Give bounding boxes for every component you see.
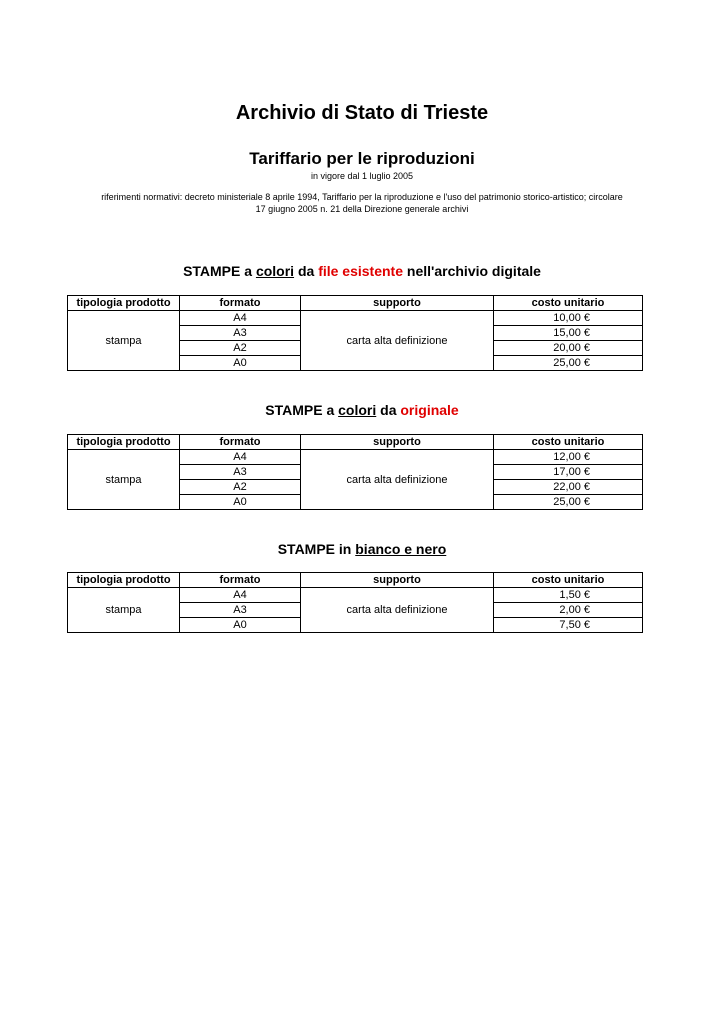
underlined-bianco-e-nero: bianco e nero — [355, 541, 447, 557]
header-supporto: supporto — [301, 296, 494, 311]
underlined-colori: colori — [255, 263, 295, 279]
cell-tipologia: stampa — [68, 311, 180, 371]
header-tipologia: tipologia prodotto — [68, 296, 180, 311]
cell-costo: 20,00 € — [494, 341, 643, 356]
section-title-color-digital: STAMPE a colori da file esistente nell'archivio digitale — [183, 263, 541, 279]
cell-costo: 10,00 € — [494, 311, 643, 326]
page-subtitle: Tariffario per le riproduzioni — [249, 149, 475, 168]
table-row — [68, 588, 643, 603]
section-title-color-original: STAMPE a colori da originale — [265, 402, 459, 418]
header-formato: formato — [180, 435, 301, 450]
cell-tipologia: stampa — [68, 588, 180, 633]
cell-formato: A2 — [180, 480, 301, 495]
cell-formato: A3 — [180, 603, 301, 618]
header-costo: costo unitario — [494, 573, 643, 588]
cell-tipologia: stampa — [68, 450, 180, 510]
cell-formato: A0 — [180, 495, 301, 510]
underlined-colori: colori — [338, 402, 377, 418]
table-header-row — [68, 296, 643, 311]
header-supporto: supporto — [301, 435, 494, 450]
effective-date: in vigore dal 1 luglio 2005 — [310, 171, 414, 181]
cell-formato: A0 — [180, 618, 301, 633]
cell-formato: A4 — [180, 311, 301, 326]
cell-costo: 25,00 € — [494, 495, 643, 510]
cell-formato: A0 — [180, 356, 301, 371]
cell-costo: 15,00 € — [494, 326, 643, 341]
cell-supporto: carta alta definizione — [301, 588, 494, 633]
cell-costo: 22,00 € — [494, 480, 643, 495]
header-supporto: supporto — [301, 573, 494, 588]
header-costo: costo unitario — [494, 296, 643, 311]
cell-formato: A4 — [180, 588, 301, 603]
cell-costo: 1,50 € — [494, 588, 643, 603]
cell-formato: A4 — [180, 450, 301, 465]
cell-supporto: carta alta definizione — [301, 311, 494, 371]
header-tipologia: tipologia prodotto — [68, 573, 180, 588]
highlight-originale: originale — [400, 402, 459, 418]
table-row — [68, 450, 643, 465]
table-header-row — [68, 435, 643, 450]
price-table-color-digital — [67, 295, 643, 371]
cell-supporto: carta alta definizione — [301, 450, 494, 510]
header-costo: costo unitario — [494, 435, 643, 450]
page-title: Archivio di Stato di Trieste — [235, 102, 489, 124]
header-formato: formato — [180, 296, 301, 311]
cell-costo: 7,50 € — [494, 618, 643, 633]
cell-formato: A3 — [180, 326, 301, 341]
header-formato: formato — [180, 573, 301, 588]
cell-formato: A2 — [180, 341, 301, 356]
highlight-file-esistente: file esistente — [318, 263, 404, 279]
header-tipologia: tipologia prodotto — [68, 435, 180, 450]
cell-costo: 12,00 € — [494, 450, 643, 465]
cell-costo: 17,00 € — [494, 465, 643, 480]
cell-formato: A3 — [180, 465, 301, 480]
cell-costo: 25,00 € — [494, 356, 643, 371]
price-table-color-original — [67, 434, 643, 510]
references-line-2: 17 giugno 2005 n. 21 della Direzione generale archivi — [255, 204, 469, 214]
cell-costo: 2,00 € — [494, 603, 643, 618]
price-table-black-white — [67, 572, 643, 633]
references-line-1: riferimenti normativi: decreto ministeriale 8 aprile 1994, Tariffario per la riproduzione e l'uso del patrimonio storico-artistico; circolare — [101, 192, 623, 202]
table-row — [68, 311, 643, 326]
table-header-row — [68, 573, 643, 588]
section-title-black-white: STAMPE in bianco e nero — [277, 541, 447, 557]
regulatory-references — [62, 191, 662, 215]
